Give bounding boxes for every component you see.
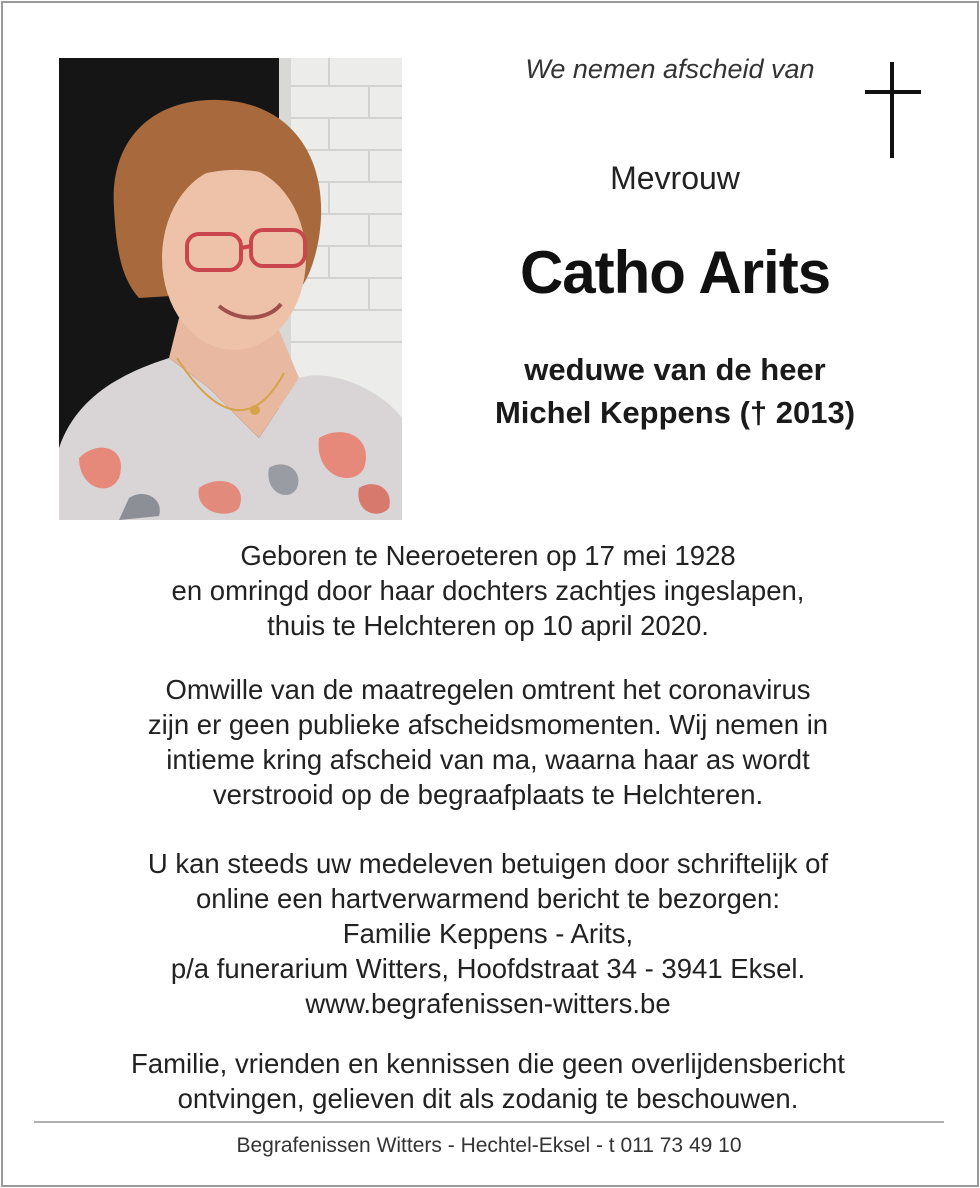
paragraph-line: Geboren te Neeroeteren op 17 mei 1928	[240, 540, 736, 571]
paragraph-line: verstrooid op de begraafplaats te Helchteren.	[212, 779, 764, 810]
paragraph-line: Omwille van de maatregelen omtrent het coronavirus	[165, 674, 811, 705]
paragraph-line: thuis te Helchteren op 10 april 2020.	[267, 610, 709, 641]
birth-paragraph	[60, 538, 916, 643]
paragraph-line: U kan steeds uw medeleven betuigen door schriftelijk of	[147, 848, 829, 879]
honorific: Mevrouw	[610, 160, 740, 196]
intro-text: We nemen afscheid van	[525, 54, 815, 84]
paragraph-line: intieme kring afscheid van ma, waarna haar as wordt	[166, 744, 810, 775]
widow-block	[430, 348, 920, 434]
condolence-paragraph	[60, 846, 916, 1021]
paragraph-line: zijn er geen publieke afscheidsmomenten. Wij nemen in	[147, 709, 829, 740]
cross-icon	[863, 62, 923, 158]
widow-line: weduwe van de heer	[524, 352, 826, 387]
footer-divider	[34, 1121, 944, 1123]
paragraph-line: en omringd door haar dochters zachtjes ingeslapen,	[171, 575, 805, 606]
paragraph-line: p/a funerarium Witters, Hoofdstraat 34 - 3941 Eksel.	[170, 953, 806, 984]
paragraph-line: ontvingen, gelieven dit als zodanig te beschouwen.	[177, 1083, 799, 1114]
widow-line: Michel Keppens († 2013)	[494, 395, 856, 430]
portrait-photo	[59, 58, 402, 520]
paragraph-line: Familie, vrienden en kennissen die geen overlijdensbericht	[131, 1048, 845, 1079]
paragraph-line: online een hartverwarmend bericht te bezorgen:	[196, 883, 780, 914]
website-text: www.begrafenissen-witters.be	[305, 988, 671, 1019]
closing-paragraph	[60, 1046, 916, 1116]
footer-text: Begrafenissen Witters - Hechtel-Eksel - t 011 73 49 10	[236, 1134, 742, 1157]
corona-paragraph	[60, 672, 916, 812]
paragraph-line: Familie Keppens - Arits,	[342, 918, 634, 949]
deceased-name: Catho Arits	[519, 239, 831, 306]
